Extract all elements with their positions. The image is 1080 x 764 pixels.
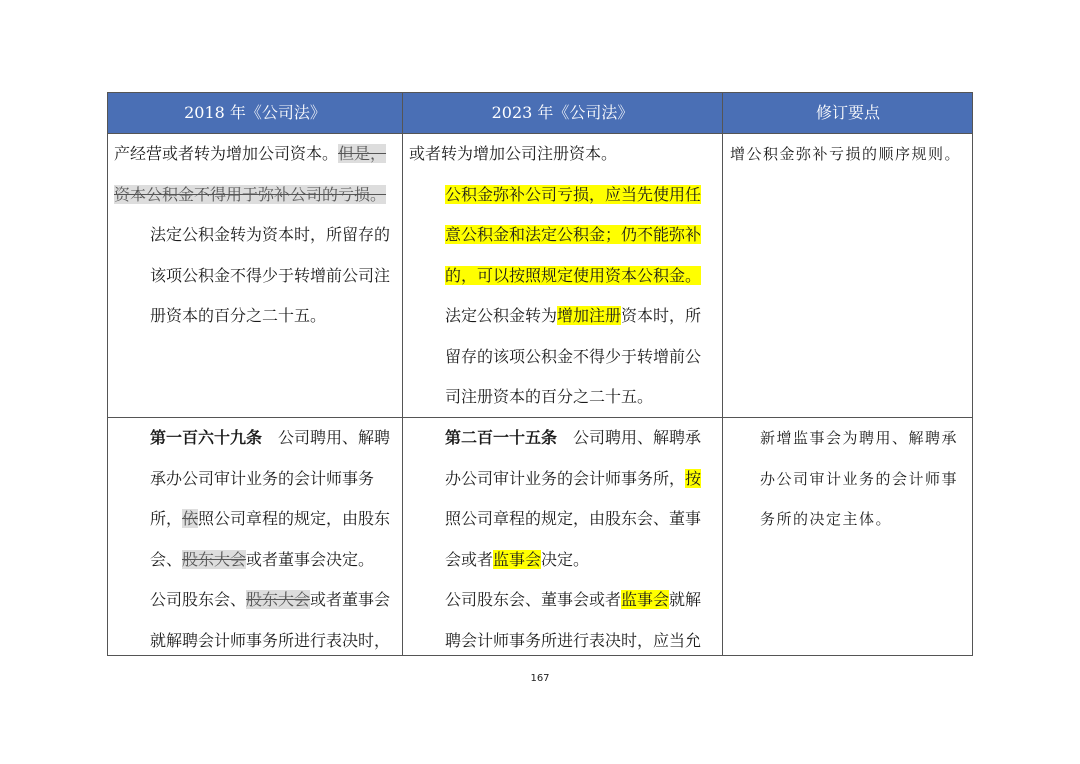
row2-new-text [409,418,715,661]
row2-old-text [114,418,398,661]
header-2018: 2018 年《公司法》 [184,103,326,122]
old-paragraph: 法定公积金转为资本时，所留存的该项公积金不得少于转增前公司注册资本的百分之二十五。 [150,225,391,325]
new-text: 就解聘会计师事务所进行表决时，应当允 [445,590,702,650]
row2-note: 新增监事会为聘用、解聘承办公司审计业务的会计师事务所的决定主体。 [760,429,959,528]
highlighted-text: 监事会 [621,590,670,609]
header-2023: 2023 年《公司法》 [491,103,634,122]
highlighted-text: 增加注册 [557,306,622,325]
article-number: 第一百六十九条 [150,428,263,447]
table-header [108,93,972,134]
deleted-text: 依 [182,509,199,528]
row1-note: 增公积金弥补亏损的顺序规则。 [730,145,962,163]
new-text: 决定。 [541,549,590,569]
new-paragraph: 或者转为增加公司注册资本。 [409,144,618,163]
new-text: 照公司章程的规定，由股东会、董事会或者 [445,509,702,569]
row1-old-text [114,134,398,337]
deleted-text: 股东大会 [182,549,247,569]
highlighted-text: 公积金弥补公司亏损，应当先使用任意公积金和法定公积金；仍不能弥补的，可以按照规定使用资本公积金。 [445,184,702,285]
highlighted-text: 按 [685,468,702,488]
deleted-text: 但是，资本公积金不得用于弥补公司的亏损。 [114,144,387,204]
new-text: 公司聘用、解聘承办公司审计业务的会计师事务所， [445,428,702,488]
new-text: 公司股东会、董事会或者 [445,590,622,609]
comparison-table [107,92,973,656]
old-text: 公司聘用、解聘承办公司审计业务的会计师事务所， [150,428,391,528]
old-text: 或者董事会就解聘会计师事务所进行表决时， [150,590,391,650]
row1-new-text [409,134,715,418]
new-text: 资本时，所留存的该项公积金不得少于转增前公司注册资本的百分之二十五。 [445,306,702,406]
deleted-text: 股东大会 [246,590,311,609]
column-divider [722,93,723,655]
old-text: 产经营或者转为增加公司资本。 [114,144,339,163]
old-text: 公司股东会、 [150,590,247,609]
header-notes: 修订要点 [815,103,880,122]
highlighted-text: 监事会 [493,549,542,569]
old-text: 照公司章程的规定，由股东会、 [150,509,391,569]
old-text: 或者董事会决定。 [246,549,375,569]
new-text: 法定公积金转为 [445,306,558,325]
page-number: 167 [530,673,550,684]
article-number: 第二百一十五条 [445,428,558,447]
column-divider [402,93,403,655]
